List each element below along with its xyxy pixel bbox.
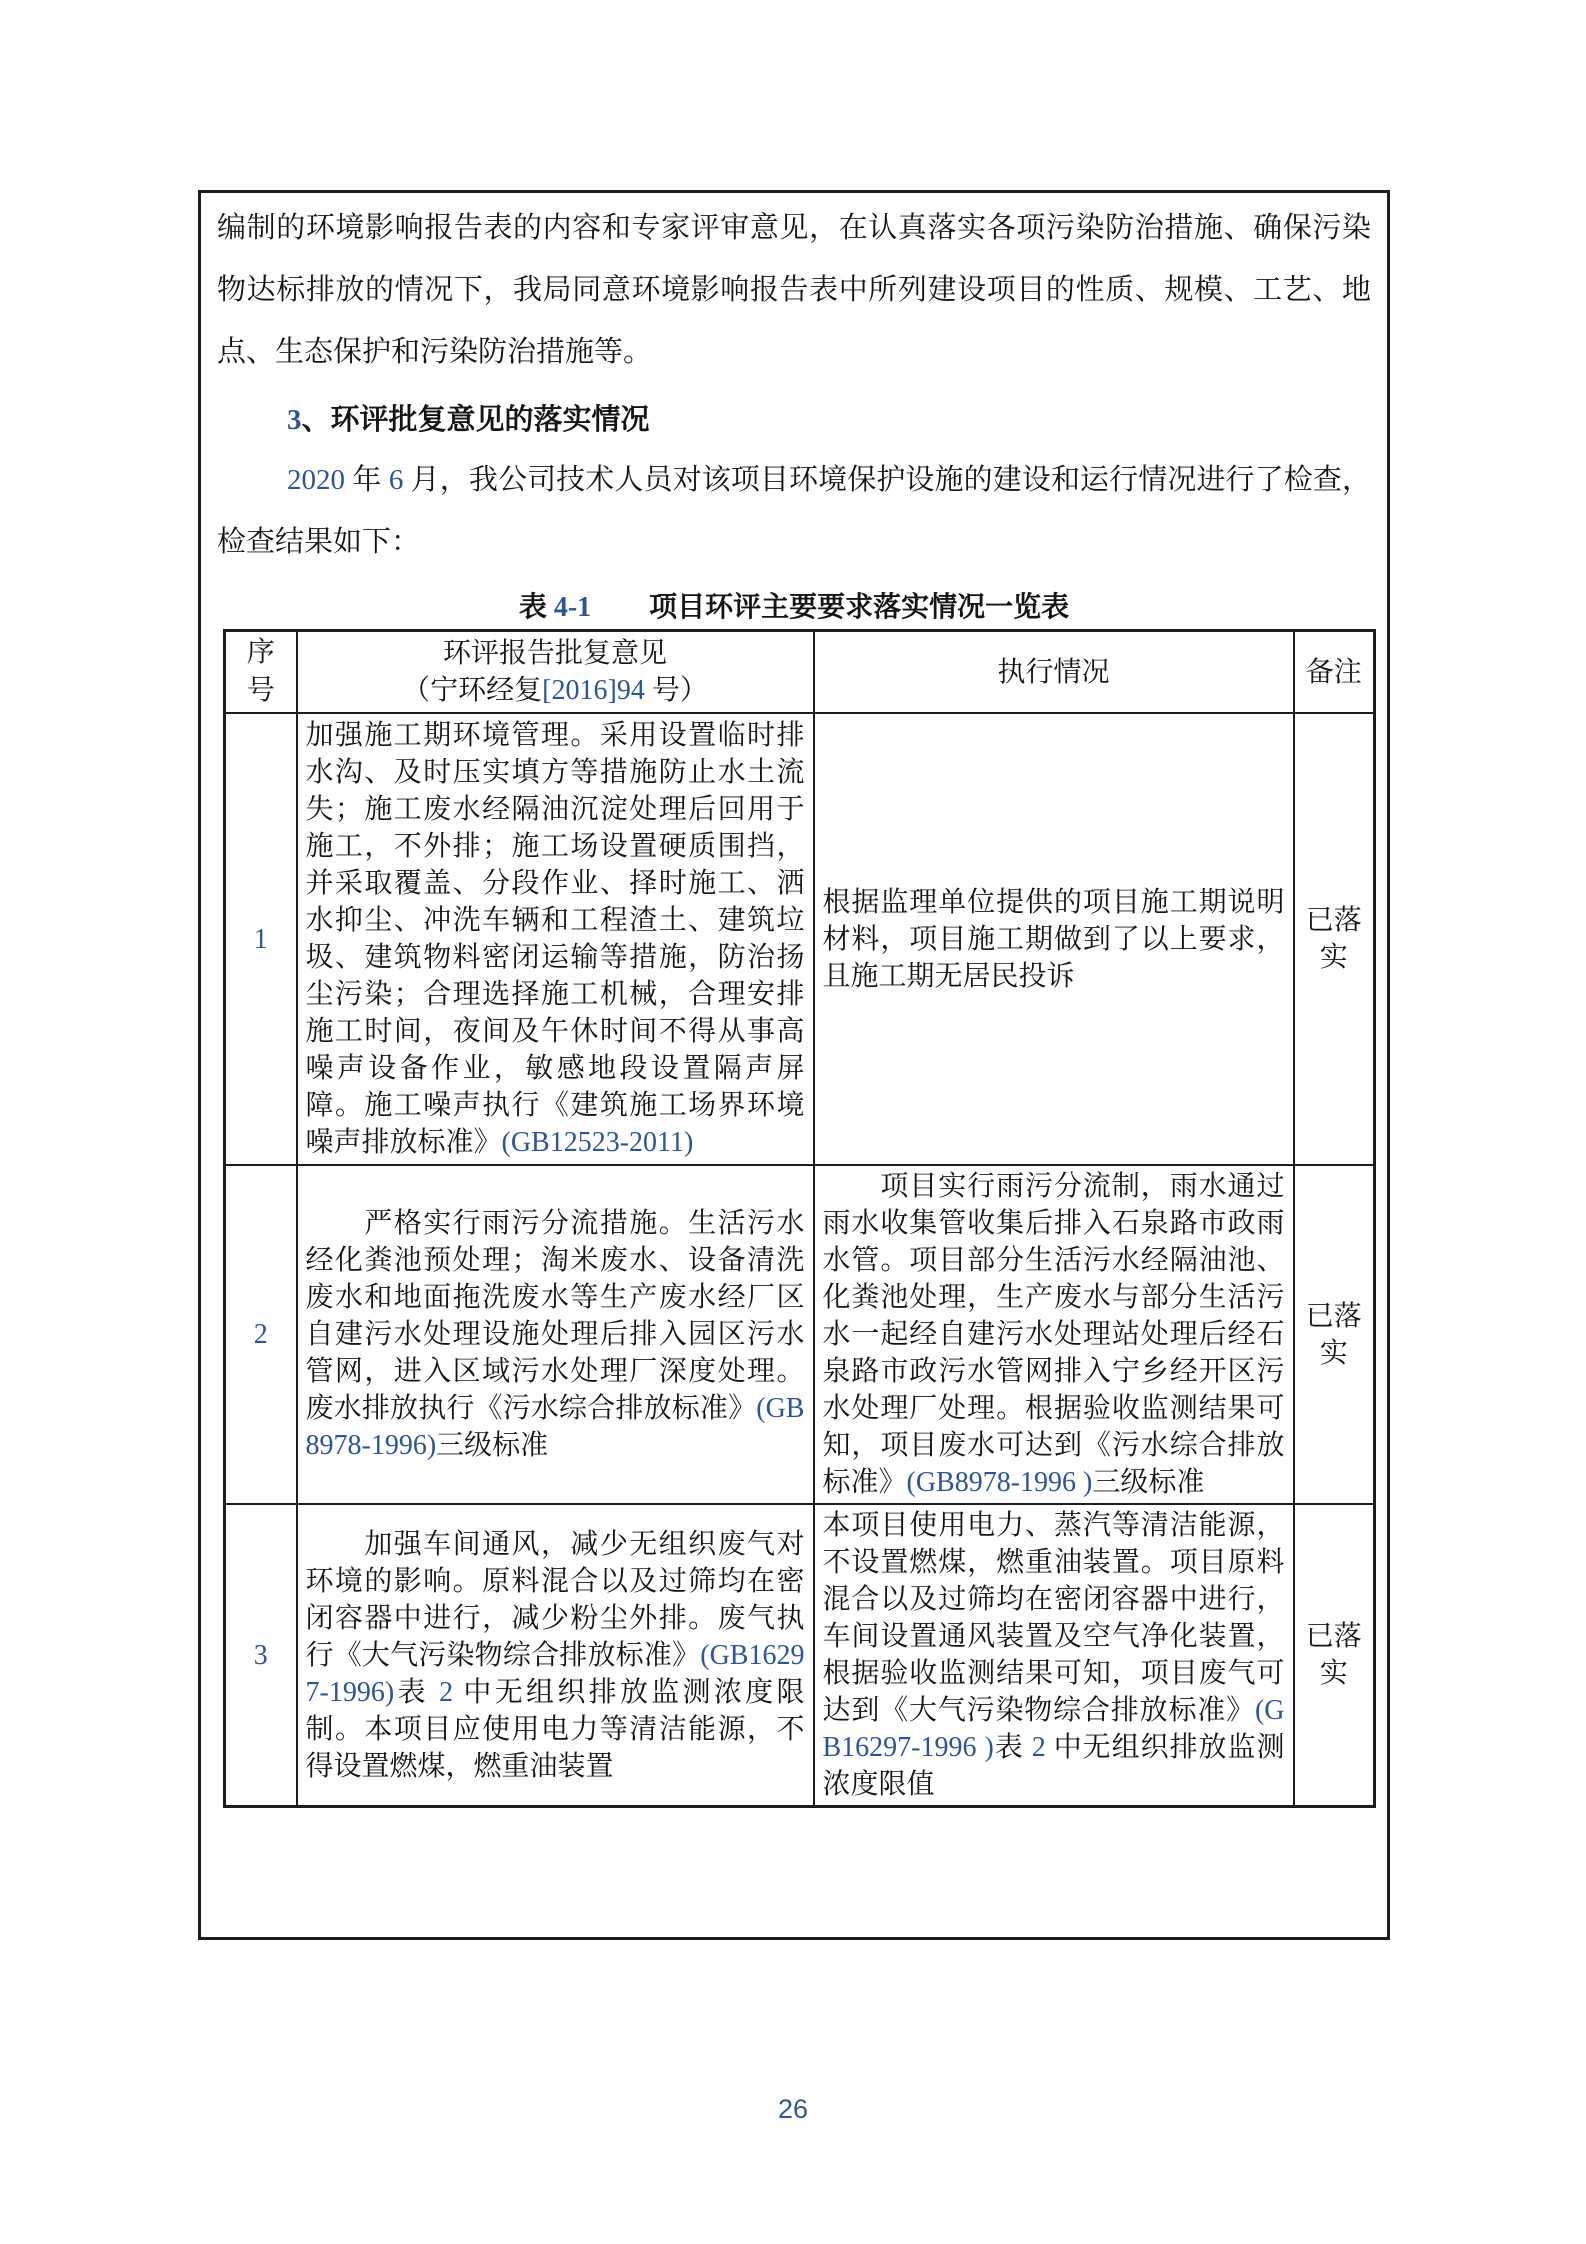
col-header-index-label: 序号 — [246, 637, 275, 706]
remark-cell: 已落实 — [1294, 1165, 1375, 1504]
col-header-approval — [297, 631, 814, 714]
col-header-approval-line2: （宁环经复[2016]94 号） — [402, 675, 708, 706]
header-row — [225, 631, 1375, 714]
execution-cell: 根据监理单位提供的项目施工期说明材料，项目施工期做到了以上要求，且施工期无居民投诉 — [814, 713, 1294, 1165]
section-heading: 3、环评批复意见的落实情况 — [287, 404, 650, 436]
remark-cell: 已落实 — [1294, 713, 1375, 1165]
content-frame — [198, 190, 1390, 1940]
table-row — [225, 713, 1375, 1165]
col-header-execution: 执行情况 — [814, 631, 1294, 714]
approval-cell: 严格实行雨污分流措施。生活污水经化粪池预处理；淘米废水、设备清洗废水和地面拖洗废水等生产废水经厂区自建污水处理设施处理后排入园区污水管网，进入区域污水处理厂深度处理。废水排放执行《污水综合排放标准》(GB8978-1996)三级标准 — [297, 1165, 814, 1504]
execution-cell: 项目实行雨污分流制，雨水通过雨水收集管收集后排入石泉路市政雨水管。项目部分生活污水经隔油池、化粪池处理，生产废水与部分生活污水一起经自建污水处理站处理后经石泉路市政污水管网排入宁乡经开区污水处理厂处理。根据验收监测结果可知，项目废水可达到《污水综合排放标准》(GB8978-1996 )三级标准 — [814, 1165, 1294, 1504]
table-caption-label: 表 4-1 — [518, 592, 592, 623]
table-caption — [217, 589, 1371, 627]
row-index: 2 — [225, 1165, 297, 1504]
table-row — [225, 1504, 1375, 1807]
table-row — [225, 1165, 1375, 1504]
approval-cell: 加强车间通风，减少无组织废气对环境的影响。原料混合以及过筛均在密闭容器中进行，减少粉尘外排。废气执行《大气污染物综合排放标准》(GB16297-1996)表 2 中无组织排放监测浓度限制。本项目应使用电力等清洁能源，不得设置燃煤，燃重油装置 — [297, 1504, 814, 1807]
row-index: 3 — [225, 1504, 297, 1807]
table-caption-title: 项目环评主要要求落实情况一览表 — [649, 592, 1070, 623]
section-paragraph: 2020 年 6 月，我公司技术人员对该项目环境保护设施的建设和运行情况进行了检查，检查结果如下： — [217, 464, 1371, 558]
row-index: 1 — [225, 713, 297, 1165]
approval-cell: 加强施工期环境管理。采用设置临时排水沟、及时压实填方等措施防止水土流失；施工废水经隔油沉淀处理后回用于施工，不外排；施工场设置硬质围挡，并采取覆盖、分段作业、择时施工、洒水抑尘、冲洗车辆和工程渣土、建筑垃圾、建筑物料密闭运输等措施，防治扬尘污染；合理选择施工机械，合理安排施工时间，夜间及午休时间不得从事高噪声设备作业，敏感地段设置隔声屏障。施工噪声执行《建筑施工场界环境噪声排放标准》(GB12523-2011) — [297, 713, 814, 1165]
compliance-table — [223, 629, 1376, 1808]
remark-cell: 已落实 — [1294, 1504, 1375, 1807]
intro-paragraph: 编制的环境影响报告表的内容和专家评审意见，在认真落实各项污染防治措施、确保污染物达标排放的情况下，我局同意环境影响报告表中所列建设项目的性质、规模、工艺、地点、生态保护和污染防治措施等。 — [217, 212, 1371, 368]
page-number: 26 — [777, 2094, 809, 2124]
col-header-index — [225, 631, 297, 714]
col-header-remark: 备注 — [1294, 631, 1375, 714]
col-header-approval-line1: 环评报告批复意见 — [442, 638, 667, 669]
execution-cell: 本项目使用电力、蒸汽等清洁能源，不设置燃煤，燃重油装置。项目原料混合以及过筛均在密闭容器中进行，车间设置通风装置及空气净化装置，根据验收监测结果可知，项目废气可达到《大气污染物综合排放标准》(GB16297-1996 )表 2 中无组织排放监测浓度限值 — [814, 1504, 1294, 1807]
